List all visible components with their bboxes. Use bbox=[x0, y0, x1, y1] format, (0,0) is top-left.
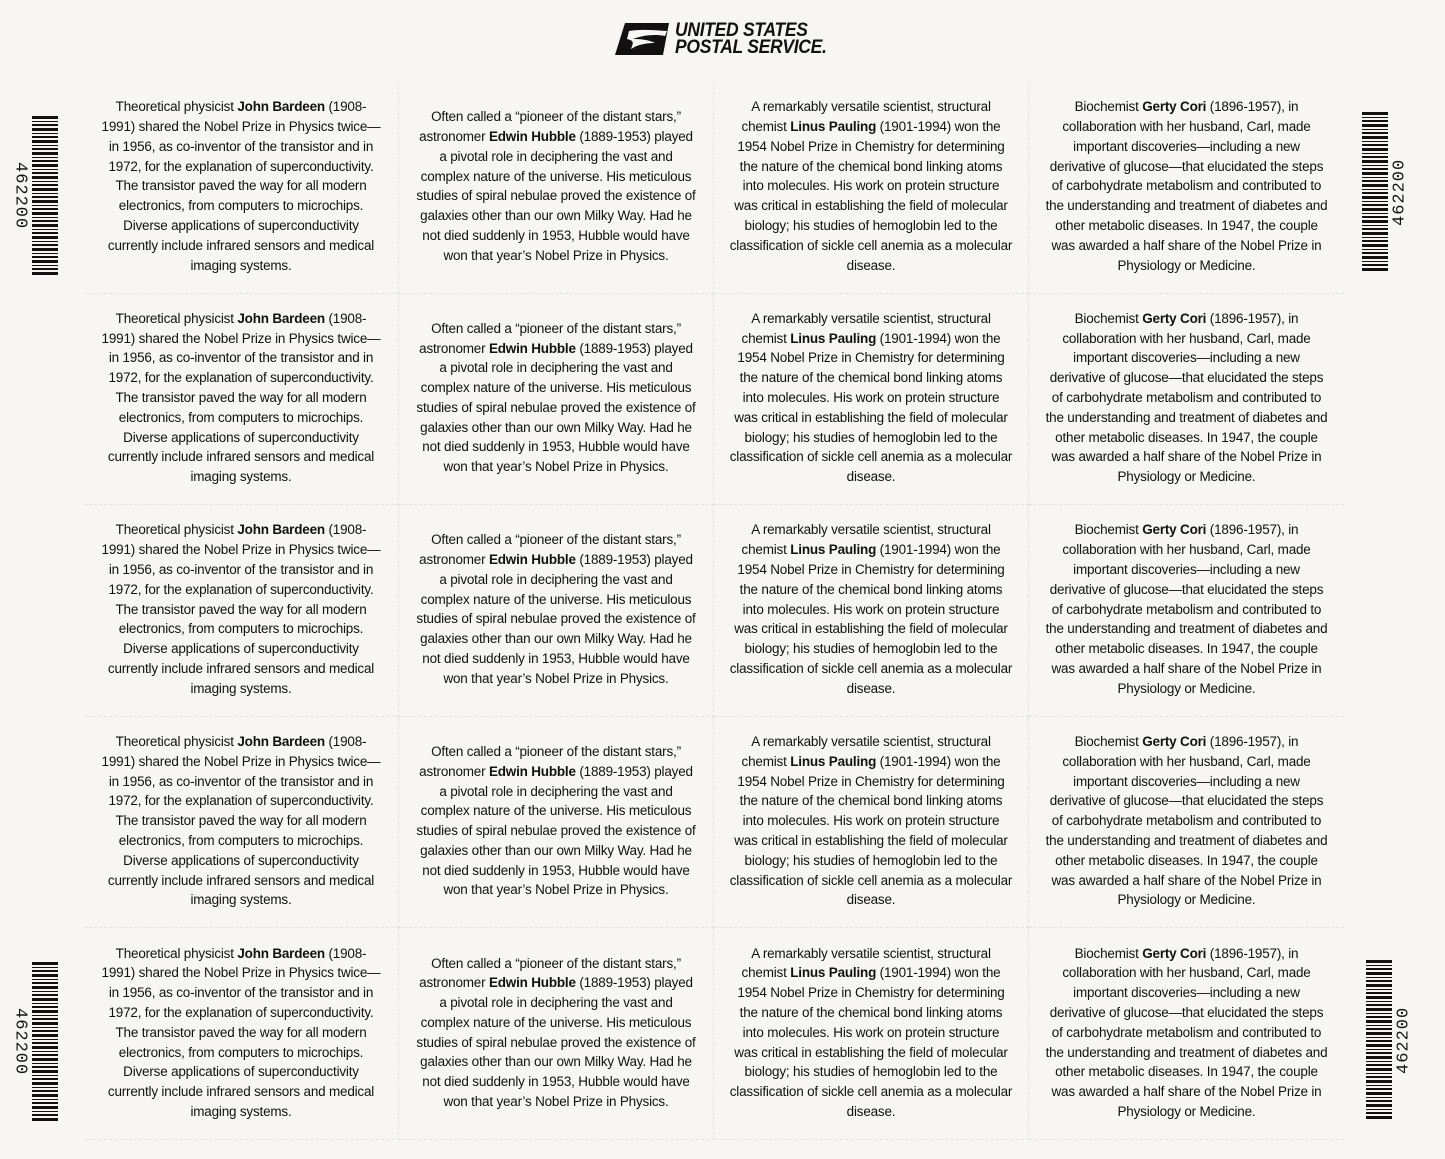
text-post: (1901-1994) won the 1954 Nobel Prize in Chemistry for determining the nature of the chemical bond linking atoms into molecules. His work on protein structure was critical in establishing the field of molecular biology; his studies of hemoglobin led to the classification of sickle cell anemia as a molecular disease. bbox=[729, 330, 1013, 486]
scientist-name: Gerty Cori bbox=[1142, 99, 1207, 116]
text-pre: A remarkably versatile scientist, structural chemist bbox=[741, 734, 991, 770]
text-pre: Often called a “pioneer of the distant stars,” astronomer bbox=[419, 743, 681, 780]
stamp-text-hubble bbox=[399, 294, 714, 506]
stamp-paragraph bbox=[1044, 98, 1328, 276]
stamp-text-pauling bbox=[714, 928, 1029, 1140]
barcode-top-left bbox=[12, 116, 58, 276]
stamp-paragraph bbox=[99, 945, 382, 1123]
scientist-name: Linus Pauling bbox=[790, 330, 877, 347]
text-post: (1896-1957), in collaboration with her husband, Carl, made important discoveries—including a new derivative of glucose—that elucidated the steps of carbohydrate metabolism and contributed to the understanding and treatment of diabetes and other metabolic diseases. In 1947, the couple was awarded a half share of the Nobel Prize in Physiology or Medicine. bbox=[1045, 945, 1328, 1120]
scientist-name: Linus Pauling bbox=[790, 753, 877, 770]
text-pre: Biochemist bbox=[1074, 734, 1143, 750]
stamp-paragraph bbox=[1044, 521, 1328, 699]
text-post: (1889-1953) played a pivotal role in deciphering the vast and complex nature of the universe. His meticulous studies of spiral nebulae proved the existence of galaxies other than our own Milky Way. Had he not died suddenly in 1953, Hubble would have won that year’s Nobel Prize in Physics. bbox=[416, 975, 696, 1111]
scientist-name: John Bardeen bbox=[237, 945, 325, 962]
stamp-paragraph bbox=[414, 531, 697, 689]
scientist-name: John Bardeen bbox=[237, 734, 325, 750]
text-post: (1896-1957), in collaboration with her husband, Carl, made important discoveries—including a new derivative of glucose—that elucidated the steps of carbohydrate metabolism and contributed to the understanding and treatment of diabetes and other metabolic diseases. In 1947, the couple was awarded a half share of the Nobel Prize in Physiology or Medicine. bbox=[1045, 310, 1328, 486]
text-pre: Biochemist bbox=[1074, 99, 1143, 116]
scientist-name: Edwin Hubble bbox=[488, 552, 576, 569]
barcode-number: 462200 bbox=[10, 162, 30, 230]
stamp-paragraph bbox=[414, 320, 697, 478]
text-post: (1901-1994) won the 1954 Nobel Prize in Chemistry for determining the nature of the chemical bond linking atoms into molecules. His work on protein structure was critical in establishing the field of molecular biology; his studies of hemoglobin led to the classification of sickle cell anemia as a molecular disease. bbox=[729, 965, 1013, 1120]
stamp-paragraph bbox=[729, 98, 1012, 276]
stamp-paragraph bbox=[414, 743, 697, 901]
text-pre: A remarkably versatile scientist, structural chemist bbox=[741, 522, 991, 559]
scientist-name: John Bardeen bbox=[237, 310, 325, 327]
usps-logo bbox=[615, 21, 840, 57]
scientist-name: John Bardeen bbox=[237, 99, 325, 116]
stamp-text-bardeen bbox=[84, 294, 399, 506]
barcode-bars bbox=[1366, 960, 1392, 1120]
scientist-name: Edwin Hubble bbox=[488, 975, 576, 992]
stamp-paragraph bbox=[1044, 733, 1328, 911]
text-post: (1908-1991) shared the Nobel Prize in Physics twice—in 1956, as co-inventor of the transistor and in 1972, for the explanation of superconductivity. The transistor paved the way for all modern electronics, from computers to microchips. Diverse applications of superconductivity currently include infrared sensors and medical imaging systems. bbox=[101, 945, 381, 1120]
stamp-paragraph bbox=[99, 310, 382, 488]
stamp-text-bardeen bbox=[84, 928, 399, 1140]
stamp-paragraph bbox=[729, 521, 1012, 699]
text-pre: A remarkably versatile scientist, structural chemist bbox=[741, 310, 991, 347]
scientist-name: Gerty Cori bbox=[1142, 734, 1207, 750]
stamp-paragraph bbox=[729, 310, 1012, 488]
scientist-name: Gerty Cori bbox=[1142, 310, 1207, 327]
text-pre: Often called a “pioneer of the distant stars,” astronomer bbox=[419, 955, 681, 992]
barcode-bars bbox=[32, 116, 58, 276]
stamp-paragraph bbox=[1044, 310, 1328, 488]
stamp-text-pauling bbox=[714, 82, 1029, 294]
text-pre: Theoretical physicist bbox=[115, 99, 238, 116]
stamp-text-pauling bbox=[714, 294, 1029, 506]
stamp-paragraph bbox=[414, 955, 697, 1113]
text-post: (1889-1953) played a pivotal role in deciphering the vast and complex nature of the universe. His meticulous studies of spiral nebulae proved the existence of galaxies other than our own Milky Way. Had he not died suddenly in 1953, Hubble would have won that year’s Nobel Prize in Physics. bbox=[416, 552, 696, 687]
text-pre: Often called a “pioneer of the distant stars,” astronomer bbox=[419, 109, 681, 145]
text-pre: Often called a “pioneer of the distant stars,” astronomer bbox=[419, 532, 681, 569]
barcode-number: 462200 bbox=[1394, 1006, 1414, 1074]
text-post: (1901-1994) won the 1954 Nobel Prize in Chemistry for determining the nature of the chemical bond linking atoms into molecules. His work on protein structure was critical in establishing the field of molecular biology; his studies of hemoglobin led to the classification of sickle cell anemia as a molecular disease. bbox=[729, 753, 1013, 909]
barcode-bottom-left bbox=[12, 962, 58, 1122]
stamp-text-hubble bbox=[399, 505, 714, 717]
scientist-name: Edwin Hubble bbox=[488, 128, 576, 145]
text-pre: Often called a “pioneer of the distant stars,” astronomer bbox=[419, 320, 681, 357]
text-post: (1896-1957), in collaboration with her husband, Carl, made important discoveries—including a new derivative of glucose—that elucidated the steps of carbohydrate metabolism and contributed to the understanding and treatment of diabetes and other metabolic diseases. In 1947, the couple was awarded a half share of the Nobel Prize in Physiology or Medicine. bbox=[1045, 734, 1328, 909]
barcode-number: 462200 bbox=[10, 1008, 30, 1076]
stamp-text-pauling bbox=[714, 505, 1029, 717]
stamp-text-cori bbox=[1029, 717, 1344, 929]
text-post: (1908-1991) shared the Nobel Prize in Physics twice—in 1956, as co-inventor of the transistor and in 1972, for the explanation of superconductivity. The transistor paved the way for all modern electronics, from computers to microchips. Diverse applications of superconductivity currently include infrared sensors and medical imaging systems. bbox=[101, 734, 381, 909]
logo-wordmark bbox=[675, 22, 827, 56]
stamp-grid bbox=[84, 82, 1344, 1140]
stamp-text-cori bbox=[1029, 505, 1344, 717]
stamp-paragraph bbox=[414, 108, 697, 266]
barcode-bars bbox=[32, 962, 58, 1122]
stamp-text-cori bbox=[1029, 82, 1344, 294]
text-post: (1901-1994) won the 1954 Nobel Prize in Chemistry for determining the nature of the chemical bond linking atoms into molecules. His work on protein structure was critical in establishing the field of molecular biology; his studies of hemoglobin led to the classification of sickle cell anemia as a molecular disease. bbox=[729, 542, 1013, 697]
scientist-name: John Bardeen bbox=[237, 522, 325, 539]
text-pre: Biochemist bbox=[1074, 945, 1143, 962]
stamp-text-hubble bbox=[399, 82, 714, 294]
stamp-paragraph bbox=[99, 98, 382, 276]
scientist-name: Linus Pauling bbox=[790, 965, 877, 982]
barcode-bars bbox=[1362, 112, 1388, 272]
text-post: (1896-1957), in collaboration with her husband, Carl, made important discoveries—including a new derivative of glucose—that elucidated the steps of carbohydrate metabolism and contributed to the understanding and treatment of diabetes and other metabolic diseases. In 1947, the couple was awarded a half share of the Nobel Prize in Physiology or Medicine. bbox=[1045, 522, 1328, 697]
text-pre: Biochemist bbox=[1074, 310, 1143, 327]
text-pre: Theoretical physicist bbox=[115, 310, 238, 327]
scientist-name: Gerty Cori bbox=[1142, 522, 1207, 539]
stamp-text-hubble bbox=[399, 717, 714, 929]
stamp-text-hubble bbox=[399, 928, 714, 1140]
text-post: (1908-1991) shared the Nobel Prize in Physics twice—in 1956, as co-inventor of the transistor and in 1972, for the explanation of superconductivity. The transistor paved the way for all modern electronics, from computers to microchips. Diverse applications of superconductivity currently include infrared sensors and medical imaging systems. bbox=[101, 522, 381, 697]
text-pre: Theoretical physicist bbox=[115, 734, 238, 750]
scientist-name: Gerty Cori bbox=[1142, 945, 1207, 962]
stamp-paragraph bbox=[99, 521, 382, 699]
stamp-text-bardeen bbox=[84, 717, 399, 929]
scientist-name: Linus Pauling bbox=[790, 119, 877, 135]
text-post: (1889-1953) played a pivotal role in deciphering the vast and complex nature of the universe. His meticulous studies of spiral nebulae proved the existence of galaxies other than our own Milky Way. Had he not died suddenly in 1953, Hubble would have won that year’s Nobel Prize in Physics. bbox=[416, 340, 696, 476]
text-pre: Theoretical physicist bbox=[115, 945, 238, 962]
stamp-text-cori bbox=[1029, 928, 1344, 1140]
text-post: (1889-1953) played a pivotal role in deciphering the vast and complex nature of the universe. His meticulous studies of spiral nebulae proved the existence of galaxies other than our own Milky Way. Had he not died suddenly in 1953, Hubble would have won that year’s Nobel Prize in Physics. bbox=[416, 763, 696, 899]
text-pre: Theoretical physicist bbox=[115, 522, 238, 539]
scientist-name: Edwin Hubble bbox=[488, 340, 576, 357]
header bbox=[0, 18, 1445, 60]
stamp-text-pauling bbox=[714, 717, 1029, 929]
text-post: (1889-1953) played a pivotal role in deciphering the vast and complex nature of the universe. His meticulous studies of spiral nebulae proved the existence of galaxies other than our own Milky Way. Had he not died suddenly in 1953, Hubble would have won that year’s Nobel Prize in Physics. bbox=[416, 128, 696, 264]
stamp-paragraph bbox=[99, 733, 382, 911]
stamp-text-cori bbox=[1029, 294, 1344, 506]
text-pre: A remarkably versatile scientist, structural chemist bbox=[741, 945, 991, 982]
logo-line-2: POSTAL SERVICE. bbox=[675, 37, 827, 58]
stamp-paragraph bbox=[1044, 945, 1328, 1123]
stamp-sheet-back bbox=[84, 82, 1344, 1140]
text-post: (1896-1957), in collaboration with her husband, Carl, made important discoveries—including a new derivative of glucose—that elucidated the steps of carbohydrate metabolism and contributed to the understanding and treatment of diabetes and other metabolic diseases. In 1947, the couple was awarded a half share of the Nobel Prize in Physiology or Medicine. bbox=[1045, 99, 1328, 274]
barcode-bottom-right bbox=[1366, 960, 1412, 1120]
barcode-number: 462200 bbox=[1390, 158, 1410, 226]
text-post: (1901-1994) won the 1954 Nobel Prize in Chemistry for determining the nature of the chemical bond linking atoms into molecules. His work on protein structure was critical in establishing the field of molecular biology; his studies of hemoglobin led to the classification of sickle cell anemia as a molecular disease. bbox=[729, 119, 1013, 274]
stamp-text-bardeen bbox=[84, 82, 399, 294]
text-pre: A remarkably versatile scientist, structural chemist bbox=[741, 99, 991, 135]
stamp-text-bardeen bbox=[84, 505, 399, 717]
text-post: (1908-1991) shared the Nobel Prize in Physics twice—in 1956, as co-inventor of the transistor and in 1972, for the explanation of superconductivity. The transistor paved the way for all modern electronics, from computers to microchips. Diverse applications of superconductivity currently include infrared sensors and medical imaging systems. bbox=[101, 99, 381, 274]
stamp-paragraph bbox=[729, 945, 1012, 1123]
logo-line-1: UNITED STATES bbox=[675, 20, 808, 41]
text-post: (1908-1991) shared the Nobel Prize in Physics twice—in 1956, as co-inventor of the transistor and in 1972, for the explanation of superconductivity. The transistor paved the way for all modern electronics, from computers to microchips. Diverse applications of superconductivity currently include infrared sensors and medical imaging systems. bbox=[101, 310, 381, 486]
eagle-icon bbox=[615, 21, 669, 57]
stamp-paragraph bbox=[729, 733, 1012, 911]
scientist-name: Edwin Hubble bbox=[488, 763, 576, 780]
scientist-name: Linus Pauling bbox=[790, 542, 877, 559]
barcode-top-right bbox=[1362, 112, 1408, 272]
text-pre: Biochemist bbox=[1074, 522, 1143, 539]
